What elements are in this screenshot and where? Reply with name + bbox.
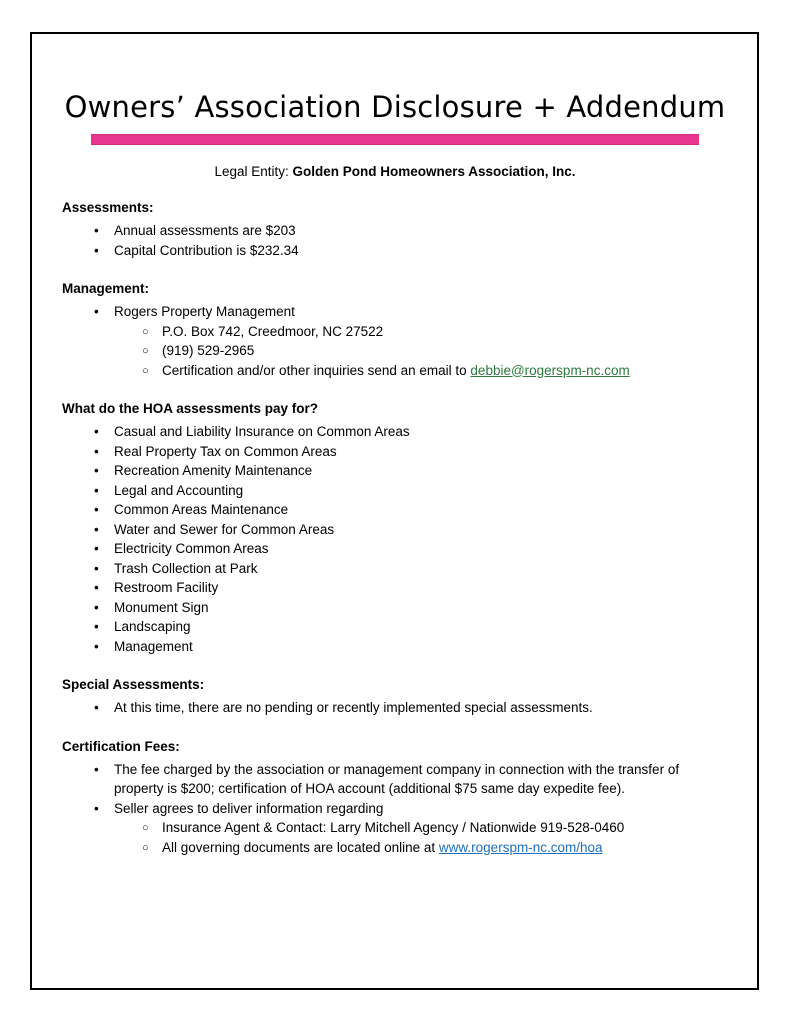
list-item	[62, 241, 728, 261]
legal-entity-name: Golden Pond Homeowners Association, Inc.	[292, 164, 576, 179]
bullet-icon: •	[94, 800, 99, 816]
certification-fees-list	[62, 760, 728, 819]
list-item	[62, 539, 728, 559]
sub-bullet-icon: ○	[142, 345, 149, 357]
sub-bullet-icon: ○	[142, 364, 149, 377]
list-item	[62, 341, 728, 361]
list-item	[62, 559, 728, 579]
section-heading-certification-fees: Certification Fees:	[62, 738, 180, 754]
list-item	[62, 461, 728, 481]
governing-docs-link[interactable]: www.rogerspm-nc.com/hoa	[438, 839, 603, 855]
management-phone: (919) 529-2965	[162, 343, 255, 358]
insurance-agent-text: Insurance Agent & Contact: Larry Mitchell Agency / Nationwide 919-528-0460	[162, 820, 625, 835]
management-email-link[interactable]: debbie@rogerspm-nc.com	[470, 362, 630, 378]
management-email-text: Certification and/or other inquiries send an email to	[162, 362, 471, 378]
section-heading-pay-for: What do the HOA assessments pay for?	[62, 401, 319, 416]
bullet-icon: •	[94, 424, 99, 439]
list-item	[62, 500, 728, 520]
list-item	[62, 698, 728, 718]
list-item-text: Real Property Tax on Common Areas	[114, 443, 337, 459]
bullet-icon: •	[94, 580, 99, 595]
section-heading-assessments: Assessments:	[62, 200, 154, 215]
section-heading-management: Management:	[62, 281, 150, 296]
list-item	[62, 422, 728, 442]
management-company: Rogers Property Management	[114, 304, 295, 319]
governing-docs-text: All governing documents are located online at	[162, 839, 439, 855]
management-address: P.O. Box 742, Creedmoor, NC 27522	[162, 323, 384, 339]
list-item	[62, 838, 728, 858]
list-item	[62, 598, 728, 618]
bullet-icon: •	[94, 463, 99, 478]
legal-entity-line	[62, 164, 728, 179]
list-item-text: Recreation Amenity Maintenance	[114, 463, 313, 478]
management-list	[62, 302, 728, 322]
list-item-text: Trash Collection at Park	[114, 560, 258, 576]
bullet-icon: •	[94, 443, 99, 459]
bullet-icon: •	[94, 700, 99, 715]
pay-for-list	[62, 422, 728, 656]
list-item-text: Common Areas Maintenance	[114, 502, 289, 517]
list-item	[62, 799, 728, 819]
list-item-text: Legal and Accounting	[114, 482, 244, 498]
list-item-text: Annual assessments are $203	[114, 223, 296, 238]
bullet-icon: •	[94, 304, 99, 319]
document-content	[62, 60, 728, 857]
list-item	[62, 617, 728, 637]
bullet-icon: •	[94, 619, 99, 634]
special-assessments-list	[62, 698, 728, 718]
list-item-text: Casual and Liability Insurance on Common Areas	[114, 424, 410, 439]
list-item-text: Water and Sewer for Common Areas	[114, 521, 335, 537]
list-item	[62, 481, 728, 501]
seller-agreement-text: Seller agrees to deliver information regarding	[114, 800, 384, 816]
sub-bullet-icon: ○	[142, 841, 149, 854]
bullet-icon: •	[94, 242, 99, 258]
list-item	[62, 637, 728, 657]
list-item	[62, 578, 728, 598]
list-item-text: Management	[114, 638, 193, 654]
bullet-icon: •	[94, 482, 99, 498]
assessments-list	[62, 221, 728, 260]
list-item	[62, 442, 728, 462]
list-item	[62, 221, 728, 241]
sub-bullet-icon: ○	[142, 325, 149, 338]
list-item-text: Electricity Common Areas	[114, 541, 269, 556]
list-item-text: Monument Sign	[114, 599, 209, 615]
list-item-text: Landscaping	[114, 619, 191, 634]
bullet-icon: •	[94, 223, 99, 238]
bullet-icon: •	[94, 541, 99, 556]
page-title: Owners’ Association Disclosure + Addendum	[64, 90, 726, 124]
list-item-text: Restroom Facility	[114, 580, 219, 595]
title-divider	[91, 134, 699, 145]
bullet-icon: •	[94, 560, 99, 576]
certification-fees-sublist	[62, 818, 728, 857]
bullet-icon: •	[94, 599, 99, 615]
legal-entity-label: Legal Entity:	[214, 164, 293, 179]
bullet-icon: •	[94, 761, 99, 777]
certification-fee-text: The fee charged by the association or management company in connection with the transfer of property is $200; certification of HOA account (additional $75 same day expedite fee).	[114, 761, 680, 796]
list-item-text: At this time, there are no pending or recently implemented special assessments.	[114, 700, 593, 715]
bullet-icon: •	[94, 502, 99, 517]
bullet-icon: •	[94, 638, 99, 654]
list-item	[62, 302, 728, 322]
list-item	[62, 760, 728, 799]
bullet-icon: •	[94, 521, 99, 537]
list-item	[62, 818, 728, 838]
section-heading-special-assessments: Special Assessments:	[62, 677, 205, 692]
management-sublist	[62, 322, 728, 381]
list-item	[62, 322, 728, 342]
sub-bullet-icon: ○	[142, 822, 149, 834]
list-item-text: Capital Contribution is $232.34	[114, 242, 299, 258]
list-item	[62, 361, 728, 381]
list-item	[62, 520, 728, 540]
